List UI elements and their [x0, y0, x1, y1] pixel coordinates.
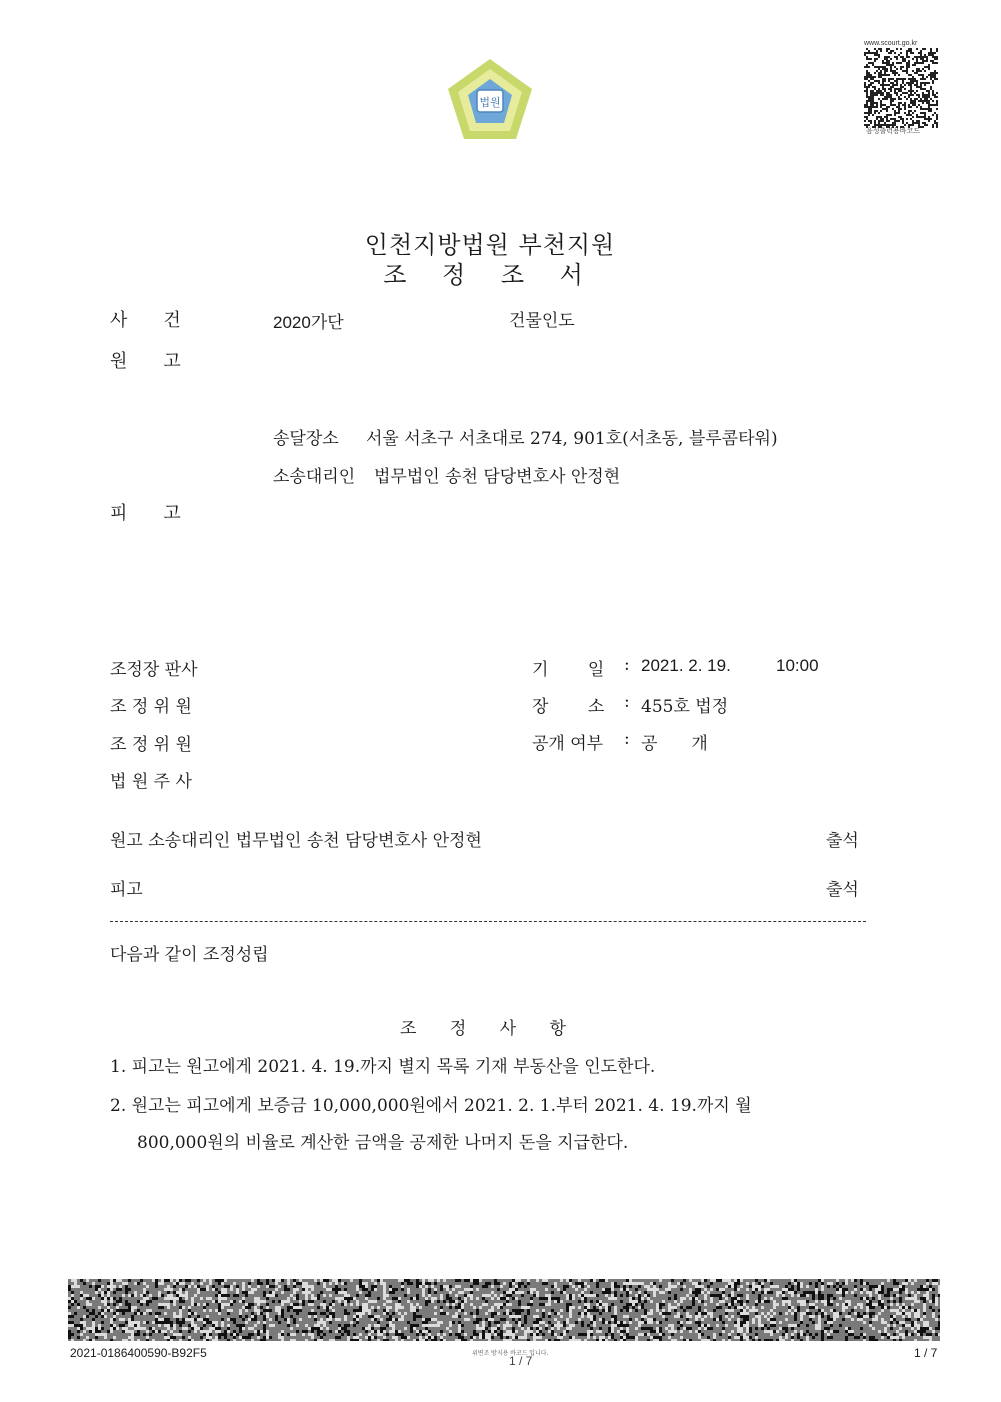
mediator-label-2: 조 정 위 원: [110, 735, 192, 755]
clerk-label: 법 원 주 사: [110, 772, 192, 792]
session-public-colon: :: [624, 729, 630, 749]
judge-label: 조정장 판사: [110, 660, 198, 680]
dashed-divider: [110, 921, 866, 922]
plaintiff-label: 원 고: [110, 351, 181, 372]
term-item-1: 1. 피고는 원고에게 2021. 4. 19.까지 별지 목록 기재 부동산을 인도한다.: [110, 1057, 656, 1077]
session-public-label: 공개 여부: [532, 734, 604, 754]
emblem-text: 법원: [479, 96, 501, 109]
attendance-party-2: 피고: [110, 880, 143, 900]
term-item-2-line-1: 2. 원고는 피고에게 보증금 10,000,000원에서 2021. 2. 1.부터 2021. 4. 19.까지 월: [110, 1096, 752, 1116]
barcode-note: 위변조 방지용 바코드 입니다.: [472, 1351, 549, 1357]
delivery-label: 송달장소: [273, 429, 339, 449]
mediator-label-1: 조 정 위 원: [110, 697, 192, 717]
attendance-status-1: 출석: [826, 831, 859, 851]
session-date-label: 기 일: [532, 660, 605, 680]
session-place-value: 455호 법정: [641, 697, 729, 717]
document-title: 조 정 조 서: [383, 261, 597, 289]
session-place-label: 장 소: [532, 697, 605, 717]
attendance-status-2: 출석: [826, 880, 859, 900]
attendance-party-1: 원고 소송대리인 법무법인 송천 담당변호사 안정현: [110, 831, 482, 851]
session-public-value: 공 개: [641, 734, 708, 754]
term-item-2-line-2: 800,000원의 비율로 계산한 금액을 공제한 나머지 돈을 지급한다.: [137, 1133, 629, 1153]
court-name: 인천지방법원 부천지원: [364, 231, 616, 259]
agent-label: 소송대리인: [273, 467, 356, 487]
qr-caption: 음성출력용바코드: [866, 128, 921, 135]
case-number: 2020가단: [273, 313, 344, 332]
agent-value: 법무법인 송천 담당변호사 안정현: [374, 467, 621, 487]
defendant-label: 피 고: [110, 503, 181, 524]
session-date-colon: :: [624, 655, 630, 675]
page-number-right: 1 / 7: [914, 1346, 938, 1360]
session-date-value: 2021. 2. 19.: [641, 656, 731, 675]
terms-heading: 조 정 사 항: [400, 1019, 580, 1039]
court-emblem-icon: [444, 55, 536, 147]
delivery-address: 서울 서초구 서초대로 274, 901호(서초동, 블루콤타워): [366, 429, 778, 449]
anti-forgery-barcode-icon: [68, 1279, 940, 1341]
session-place-colon: :: [624, 692, 630, 712]
session-time-value: 10:00: [776, 656, 819, 675]
qr-code-icon: [864, 48, 938, 128]
qr-url: www.scourt.go.kr: [864, 40, 918, 47]
page-number-center: 1 / 7: [509, 1354, 533, 1368]
document-code: 2021-0186400590-B92F5: [70, 1346, 207, 1360]
case-label: 사 건: [110, 310, 181, 331]
mediation-result: 다음과 같이 조정성립: [110, 945, 269, 965]
case-name: 건물인도: [509, 311, 575, 331]
